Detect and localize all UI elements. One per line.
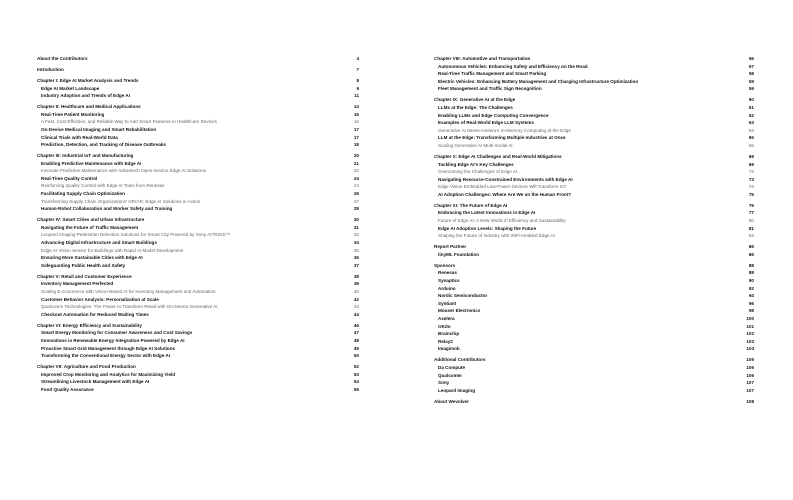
toc-entry-title: Chapter V: Retail and Customer Experience <box>37 273 132 279</box>
toc-entry-page-number: 34 <box>353 240 359 246</box>
toc-entry-page-number: 106 <box>746 372 754 378</box>
toc-entry-page-number: 77 <box>748 210 754 216</box>
toc-entry-page-number: 24 <box>353 175 359 181</box>
toc-entry[interactable] <box>37 329 359 337</box>
toc-entry-page-number: 104 <box>746 346 754 352</box>
toc-entry-title: Real-Time Patient Monitoring <box>41 111 105 117</box>
toc-entry[interactable] <box>37 175 359 183</box>
toc-entry[interactable] <box>434 364 754 372</box>
toc-section-entry[interactable] <box>434 202 754 210</box>
toc-entry-title: Industry Adoption and Trends of Edge AI <box>41 93 130 99</box>
toc-entry-title: Safeguarding Public Health and Safety <box>41 262 126 268</box>
toc-entry[interactable] <box>434 330 754 338</box>
toc-entry[interactable] <box>37 231 359 239</box>
toc-entry[interactable] <box>37 224 359 232</box>
toc-entry[interactable] <box>434 345 754 353</box>
toc-entry-page-number: 96 <box>748 300 754 306</box>
toc-entry-page-number: 30 <box>353 217 359 223</box>
toc-entry-title: Innovate Predictive Maintenance with Advantech Open-Source Edge AI Solutions <box>41 168 206 174</box>
toc-entry-page-number: 98 <box>748 308 754 314</box>
toc-entry[interactable] <box>37 262 359 270</box>
toc-entry[interactable] <box>434 292 754 300</box>
toc-entry[interactable] <box>434 323 754 331</box>
toc-entry-page-number: 92 <box>748 285 754 291</box>
toc-entry-title: LLM at the Edge: Transforming Multiple Industries at Once <box>438 135 566 141</box>
toc-entry[interactable] <box>37 386 359 394</box>
toc-entry-title: Chapter IX: Generative AI at the Edge <box>434 97 516 103</box>
toc-entry-page-number: 52 <box>353 364 359 370</box>
toc-entry[interactable] <box>434 78 754 86</box>
toc-section-entry[interactable] <box>434 243 754 251</box>
toc-entry[interactable] <box>434 63 754 71</box>
toc-entry[interactable] <box>434 285 754 293</box>
toc-entry-page-number: 14 <box>353 104 359 110</box>
toc-entry-page-number: 60 <box>748 97 754 103</box>
toc-entry[interactable] <box>37 167 359 175</box>
toc-entry-page-number: 47 <box>353 330 359 336</box>
toc-entry-page-number: 68 <box>748 153 754 159</box>
toc-section-entry[interactable] <box>37 363 359 371</box>
toc-entry-page-number: 65 <box>748 135 754 141</box>
toc-entry[interactable] <box>37 205 359 213</box>
toc-entry[interactable] <box>434 269 754 277</box>
toc-entry-page-number: 9 <box>356 85 359 91</box>
toc-entry-title: Chapter VI: Energy Efficiency and Sustainability <box>37 322 142 328</box>
toc-entry-title: Tackling Edge AI's Key Challenges <box>438 161 514 167</box>
toc-entry-title: Scaling E-Commerce with Vision-Based AI for Inventory Management and Automation <box>41 288 216 294</box>
toc-entry-title: Customer Behavior Analysis: Personalization at Scale <box>41 296 159 302</box>
toc-entry-page-number: 21 <box>353 160 359 166</box>
toc-entry[interactable] <box>434 112 754 120</box>
toc-entry-page-number: 107 <box>746 387 754 393</box>
toc-entry-title: Food Quality Assurance <box>41 386 94 392</box>
toc-entry[interactable] <box>434 338 754 346</box>
toc-entry-page-number: 26 <box>353 191 359 197</box>
toc-entry-title: Innovations in Renewable Energy Integration Powered by Edge AI <box>41 337 185 343</box>
toc-section-entry[interactable] <box>37 66 359 74</box>
toc-section-entry[interactable] <box>37 152 359 160</box>
toc-entry-page-number: 40 <box>353 288 359 294</box>
toc-entry-page-number: 80 <box>748 218 754 224</box>
toc-entry-title: Sponsors <box>434 262 456 268</box>
toc-entry[interactable] <box>37 311 359 319</box>
toc-entry-title: Relay2 <box>438 338 453 344</box>
toc-entry-title: Embracing the Latest Innovations in Edge AI <box>438 210 536 216</box>
toc-entry-page-number: 88 <box>748 262 754 268</box>
toc-entry[interactable] <box>37 160 359 168</box>
toc-entry-page-number: 108 <box>746 398 754 404</box>
toc-entry-page-number: 17 <box>353 134 359 140</box>
toc-entry-page-number: 48 <box>353 337 359 343</box>
toc-entry-title: Enabling LLMs and Edge Computing Convergence <box>438 112 549 118</box>
toc-entry-title: Report Partner <box>434 244 467 250</box>
toc-entry[interactable] <box>37 141 359 149</box>
toc-entry[interactable] <box>37 134 359 142</box>
toc-entry-title: Shaping the Future of Industry with WiFi-enabled Edge AI <box>438 233 555 239</box>
toc-section-entry[interactable] <box>37 273 359 281</box>
toc-entry-page-number: 36 <box>353 255 359 261</box>
toc-entry-title: A Fast, Cost-Effective, and Reliable Way to Add Smart Features to Healthcare Devices <box>41 119 217 125</box>
toc-entry[interactable] <box>434 379 754 387</box>
toc-entry-page-number: 31 <box>353 224 359 230</box>
toc-entry[interactable] <box>434 209 754 217</box>
toc-entry-page-number: 81 <box>748 225 754 231</box>
toc-entry-page-number: 86 <box>748 244 754 250</box>
toc-entry-page-number: 16 <box>353 119 359 125</box>
toc-entry-title: Human-Robot Collaboration and Worker Safety and Training <box>41 206 173 212</box>
toc-entry[interactable] <box>37 371 359 379</box>
toc-section-entry[interactable] <box>37 103 359 111</box>
toc-section-entry[interactable] <box>434 96 754 104</box>
toc-entry-page-number: 83 <box>748 233 754 239</box>
toc-entry-page-number: 69 <box>748 161 754 167</box>
toc-entry-page-number: 102 <box>746 331 754 337</box>
toc-section-entry[interactable] <box>434 398 754 406</box>
toc-entry-page-number: 28 <box>353 206 359 212</box>
toc-entry-page-number: 15 <box>353 111 359 117</box>
toc-entry-page-number: 107 <box>746 380 754 386</box>
toc-entry-title: Nordic Semiconductor <box>438 293 488 299</box>
toc-right-column <box>434 55 754 405</box>
toc-entry[interactable] <box>37 288 359 296</box>
toc-entry[interactable] <box>37 247 359 255</box>
toc-entry-page-number: 103 <box>746 338 754 344</box>
toc-entry-title: Introduction <box>37 66 64 72</box>
toc-entry-title: Qualcomm <box>438 372 462 378</box>
toc-entry-page-number: 42 <box>353 296 359 302</box>
toc-entry-page-number: 8 <box>356 77 359 83</box>
toc-entry[interactable] <box>37 352 359 360</box>
toc-entry-page-number: 76 <box>748 202 754 208</box>
toc-entry-page-number: 100 <box>746 315 754 321</box>
toc-entry-title: Enabling Predictive Maintenance with Edge AI <box>41 160 142 166</box>
toc-entry-page-number: 37 <box>353 262 359 268</box>
toc-entry-title: Edge AI Vision Sensor for Buildings with Rapid AI Model Development <box>41 247 184 253</box>
toc-section-entry[interactable] <box>434 356 754 364</box>
toc-entry-title: AI Adoption Challenges: Where Are We on the Human Front? <box>438 191 572 197</box>
toc-entry[interactable] <box>37 254 359 262</box>
toc-entry-page-number: 66 <box>748 142 754 148</box>
toc-entry[interactable] <box>434 387 754 395</box>
toc-entry-page-number: 53 <box>353 371 359 377</box>
toc-entry-title: Facilitating Supply Chain Optimization <box>41 191 125 197</box>
toc-entry-page-number: 44 <box>353 311 359 317</box>
toc-entry-title: On-Device Medical Imaging and Smart Rehabilitation <box>41 126 157 132</box>
toc-entry[interactable] <box>37 303 359 311</box>
toc-entry-title: Axelera <box>438 315 455 321</box>
toc-entry-title: Sony <box>438 380 450 386</box>
toc-entry-title: About Wevolver <box>434 398 469 404</box>
toc-entry-title: Clinical Trials with Real-World Data <box>41 134 118 140</box>
toc-entry-title: Mouser Electronics <box>438 308 481 314</box>
toc-entry[interactable] <box>434 251 754 259</box>
toc-section-entry[interactable] <box>434 55 754 63</box>
toc-left-column <box>37 55 359 393</box>
toc-entry[interactable] <box>37 126 359 134</box>
toc-entry-page-number: 75 <box>748 191 754 197</box>
toc-entry-title: Chapter I: Edge AI Market Analysis and Trends <box>37 77 139 83</box>
toc-entry[interactable] <box>434 161 754 169</box>
toc-entry-title: Real-Time Quality Control <box>41 175 98 181</box>
toc-entry-page-number: 73 <box>748 176 754 182</box>
toc-entry-title: Improved Crop Monitoring and Analytics for Maximizing Yield <box>41 371 176 377</box>
toc-entry-title: Edge AI Market Landscape <box>41 85 100 91</box>
toc-entry-page-number: 43 <box>353 304 359 310</box>
toc-entry[interactable] <box>37 239 359 247</box>
toc-entry-title: Chapter II: Healthcare and Medical Applications <box>37 104 141 110</box>
toc-entry-title: Inventory Management Perfected <box>41 281 114 287</box>
toc-entry-title: Chapter XI: The Future of Edge AI <box>434 202 508 208</box>
toc-entry-page-number: 72 <box>748 169 754 175</box>
toc-entry[interactable] <box>434 300 754 308</box>
toc-entry[interactable] <box>434 127 754 135</box>
toc-entry[interactable] <box>37 190 359 198</box>
toc-entry-title: Imagimob <box>438 346 460 352</box>
toc-entry-title: Transforming the Conventional Energy Sector with Edge AI <box>41 353 170 359</box>
toc-entry-page-number: 59 <box>748 78 754 84</box>
toc-entry-title: About the Contributors <box>37 56 88 61</box>
toc-entry[interactable] <box>434 183 754 191</box>
toc-entry[interactable] <box>434 119 754 127</box>
toc-entry-title: Edge AI Adoption Levels: Shaping the Future <box>438 225 537 231</box>
toc-entry[interactable] <box>434 142 754 150</box>
toc-entry-title: Chapter IV: Smart Cities and Urban Infrastructure <box>37 217 145 223</box>
toc-entry[interactable] <box>434 315 754 323</box>
toc-entry-page-number: 24 <box>353 183 359 189</box>
toc-entry[interactable] <box>434 372 754 380</box>
toc-section-entry[interactable] <box>434 262 754 270</box>
toc-entry[interactable] <box>434 168 754 176</box>
toc-entry-title: Reinforcing Quality Control with Edge AI Tools from Renesas <box>41 183 165 189</box>
toc-entry-title: Brainchip <box>438 331 460 337</box>
toc-entry-page-number: 55 <box>353 386 359 392</box>
toc-entry-title: Navigating Resource-Constrained Environments with Edge AI <box>438 176 573 182</box>
toc-entry-page-number: 7 <box>356 66 359 72</box>
toc-entry[interactable] <box>37 111 359 119</box>
toc-entry-page-number: 59 <box>748 86 754 92</box>
toc-entry-page-number: 57 <box>748 63 754 69</box>
toc-entry-page-number: 35 <box>353 247 359 253</box>
toc-entry[interactable] <box>37 280 359 288</box>
toc-entry[interactable] <box>434 232 754 240</box>
toc-entry-page-number: 90 <box>748 277 754 283</box>
toc-entry-page-number: 11 <box>354 93 359 99</box>
toc-entry-title: Examples of Real-World Edge LLM Systems <box>438 120 534 126</box>
toc-entry[interactable] <box>434 191 754 199</box>
toc-entry-title: Chapter III: Industrial IoT and Manufacturing <box>37 153 134 159</box>
toc-entry[interactable] <box>434 277 754 285</box>
toc-entry-title: Smart Energy Monitoring for Consumer Awareness and Cost Savings <box>41 330 193 336</box>
toc-entry-title: Prediction, Detection, and Tracking of Disease Outbreaks <box>41 142 167 148</box>
toc-entry-title: Fleet Management and Traffic Sign Recognition <box>438 86 542 92</box>
toc-section-entry[interactable] <box>37 55 359 63</box>
toc-entry-page-number: 17 <box>353 126 359 132</box>
toc-entry-page-number: 39 <box>353 281 359 287</box>
toc-entry-page-number: 88 <box>748 270 754 276</box>
toc-entry-page-number: 54 <box>353 379 359 385</box>
toc-entry-title: Renesas <box>438 270 457 276</box>
toc-entry-title: Leopard Imaging Pedestrian Detection Solutions for Smart City Powered by Sony AITRIOS™ <box>41 232 231 238</box>
toc-entry-title: Generative AI Meets Axelera's In-Memory Computing at the Edge <box>438 127 571 133</box>
toc-entry-title: Chapter VIII: Automotive and Transportation <box>434 56 531 61</box>
toc-entry-title: Autonomous Vehicles: Enhancing Safety and Efficiency on the Road <box>438 63 588 69</box>
toc-entry-title: Da Compute <box>438 364 466 370</box>
toc-entry-page-number: 101 <box>746 323 754 329</box>
toc-entry-title: Chapter VII: Agriculture and Food Production <box>37 364 136 370</box>
toc-entry-page-number: 74 <box>748 184 754 190</box>
toc-entry-page-number: 22 <box>353 168 359 174</box>
toc-entry-title: Leopard Imaging <box>438 387 476 393</box>
toc-section-entry[interactable] <box>37 322 359 330</box>
toc-entry-page-number: 106 <box>746 357 754 363</box>
toc-entry[interactable] <box>37 337 359 345</box>
toc-entry-title: Navigating the Future of Traffic Management <box>41 224 139 230</box>
toc-entry-page-number: 4 <box>356 56 359 61</box>
toc-entry-title: Advancing Digital Infrastructure and Smart Buildings <box>41 240 157 246</box>
toc-entry-title: Checkout Automation for Reduced Waiting Times <box>41 311 149 317</box>
toc-entry-page-number: 62 <box>748 112 754 118</box>
toc-entry[interactable] <box>37 198 359 206</box>
toc-entry-title: Synaptics <box>438 277 460 283</box>
toc-entry[interactable] <box>434 176 754 184</box>
toc-entry-title: tinyML Foundation <box>438 251 479 257</box>
toc-entry[interactable] <box>434 307 754 315</box>
toc-entry-title: Chapter X: Edge AI Challenges and Real-World Mitigations <box>434 153 562 159</box>
toc-entry-page-number: 94 <box>748 293 754 299</box>
toc-entry-page-number: 27 <box>353 198 359 204</box>
toc-entry[interactable] <box>37 345 359 353</box>
toc-entry[interactable] <box>434 134 754 142</box>
toc-entry-page-number: 49 <box>353 345 359 351</box>
toc-entry-page-number: 18 <box>353 142 359 148</box>
toc-entry[interactable] <box>434 225 754 233</box>
toc-entry-page-number: 46 <box>353 322 359 328</box>
toc-entry[interactable] <box>434 85 754 93</box>
toc-entry-page-number: 63 <box>748 120 754 126</box>
toc-entry-title: Overcoming the Challenges of Edge AI <box>438 169 518 175</box>
toc-entry-title: Transforming Supply Chain Organizations' OR/AR: Edge AI Solutions in Action <box>41 198 201 204</box>
toc-entry[interactable] <box>37 378 359 386</box>
toc-entry-title: Edge Vision Embedded Low-Power Devices Will Transform IoT <box>438 184 567 190</box>
toc-entry[interactable] <box>37 182 359 190</box>
toc-entry-page-number: 61 <box>748 104 754 110</box>
toc-entry-title: Future of Edge AI: A New World of Efficiency and Sustainability <box>438 218 566 224</box>
toc-entry-title: Scaling Generative AI Multi-modal AI <box>438 142 513 148</box>
toc-entry-page-number: 32 <box>353 232 359 238</box>
toc-entry[interactable] <box>37 118 359 126</box>
toc-section-entry[interactable] <box>434 153 754 161</box>
toc-entry-title: LLMs at the Edge: The Challenges <box>438 104 513 110</box>
toc-entry[interactable] <box>434 104 754 112</box>
toc-entry-title: Arduino <box>438 285 456 291</box>
toc-entry-title: OKdo <box>438 323 451 329</box>
toc-entry-page-number: 64 <box>748 127 754 133</box>
toc-section-entry[interactable] <box>37 216 359 224</box>
toc-entry-page-number: 50 <box>353 353 359 359</box>
toc-entry-title: Real-Time Traffic Management and Smart Parking <box>438 71 547 77</box>
toc-entry-title: Ensuring More Sustainable Cities with Edge AI <box>41 255 143 261</box>
toc-entry[interactable] <box>37 296 359 304</box>
toc-entry[interactable] <box>37 92 359 100</box>
toc-entry[interactable] <box>37 85 359 93</box>
toc-entry-title: Electric Vehicles: Enhancing Battery Management and Charging Infrastructure Optimization <box>438 78 639 84</box>
toc-entry-page-number: 86 <box>748 251 754 257</box>
toc-section-entry[interactable] <box>37 77 359 85</box>
toc-entry-title: Syntiant <box>438 300 457 306</box>
toc-entry[interactable] <box>434 70 754 78</box>
toc-entry-title: Streamlining Livestock Management with Edge AI <box>41 379 150 385</box>
toc-entry-title: Proactive Smart Grid Management through Edge AI Solutions <box>41 345 176 351</box>
toc-entry-title: Qualcomm Technologies: The Power to Transform Retail with On-Device Generative AI <box>41 304 218 310</box>
toc-entry-title: Additional Contributors <box>434 357 486 363</box>
toc-entry-page-number: 106 <box>746 364 754 370</box>
toc-entry-page-number: 20 <box>353 153 359 159</box>
toc-entry-page-number: 56 <box>748 56 754 61</box>
toc-entry-page-number: 38 <box>353 273 359 279</box>
toc-entry-page-number: 58 <box>748 71 754 77</box>
toc-entry[interactable] <box>434 217 754 225</box>
